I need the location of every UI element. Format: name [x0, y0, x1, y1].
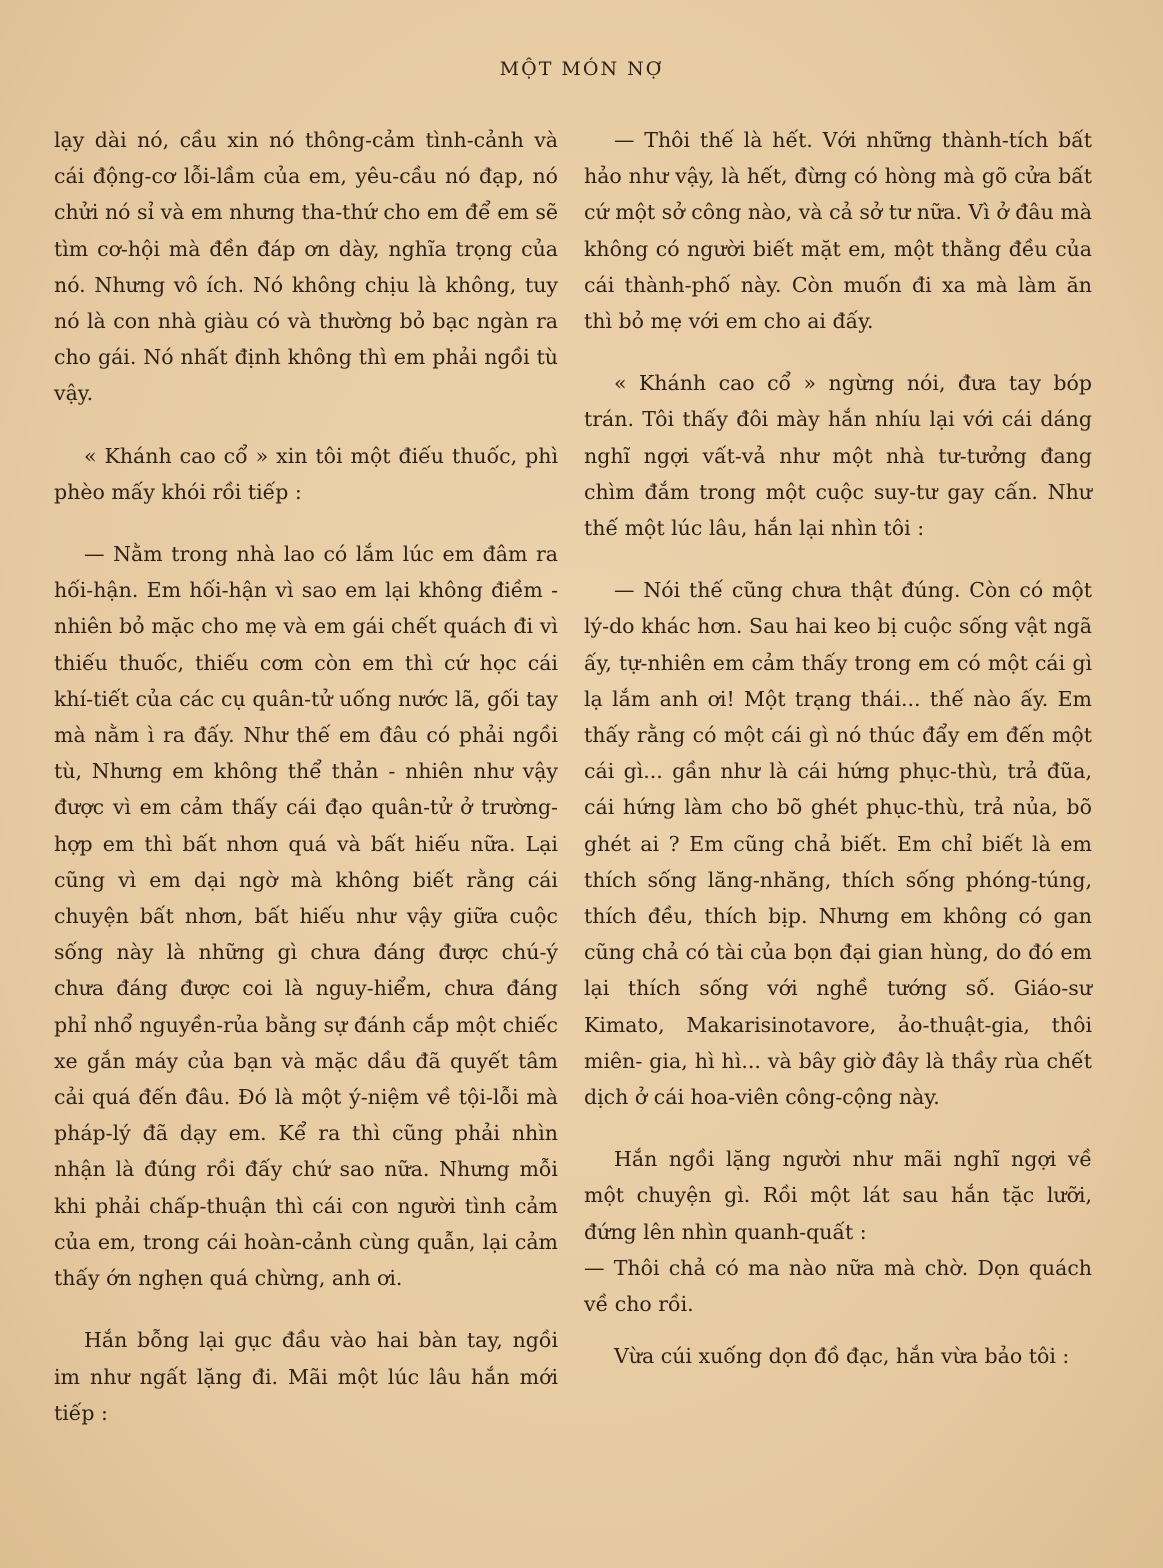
- right-column: [584, 122, 1092, 1375]
- paragraph: Vừa cúi xuống dọn đồ đạc, hắn vừa bảo tôi :: [614, 1344, 1070, 1369]
- paragraph: Hắn bỗng lại gục đầu vào hai bàn tay, ngồi im như ngất lặng đi. Mãi một lúc lâu hắn mới tiếp :: [54, 1328, 558, 1425]
- left-column: [54, 122, 558, 1431]
- paragraph: — Thôi chả có ma nào nữa mà chờ. Dọn quách về cho rồi.: [584, 1255, 1092, 1317]
- running-header: MỘT MÓN NỢ: [499, 58, 664, 80]
- paragraph: « Khánh cao cổ » xin tôi một điếu thuốc, phì phèo mấy khói rồi tiếp :: [54, 443, 558, 504]
- paragraph: — Nằm trong nhà lao có lắm lúc em đâm ra hối-hận. Em hối-hận vì sao em lại không điềm - nhiên bỏ mặc cho mẹ và em gái chết quách đi vì thiếu thuốc, thiếu cơm còn em thì cứ học cái khí-tiết của các cụ quân-tử uống nước lã, gối tay mà nằm ì ra đấy. Như thế em đâu có phải ngồi tù, Nhưng em không thể thản - nhiên như vậy được vì em cảm thấy cái đạo quân-tử ở trường-hợp em thì bất nhơn quá và bất hiếu nữa. Lại cũng vì em dại ngờ mà không biết rằng cái chuyện bất nhơn, bất hiếu như vậy giữa cuộc sống này là những gì chưa đáng được chú-ý chưa đáng được coi là nguy-hiểm, chưa đáng phỉ nhổ nguyền-rủa bằng sự đánh cắp một chiếc xe gắn máy của bạn và mặc dầu đã quyết tâm cải quá đến đâu. Đó là một ý-niệm về tội-lỗi mà pháp-lý đã dạy em. Kể ra thì cũng phải nhìn nhận là đúng rồi đấy chứ sao nữa. Nhưng mỗi khi phải chấp-thuận thì cái con người tình cảm của em, trong cái hoàn-cảnh cùng quẫn, lại cảm thấy ớn nghẹn quá chừng, anh ơi.: [54, 542, 558, 1291]
- paragraph: lạy dài nó, cầu xin nó thông-cảm tình-cảnh và cái động-cơ lỗi-lầm của em, yêu-cầu nó đạp, nó chửi nó sỉ và em nhưng tha-thứ cho em để em sẽ tìm cơ-hội mà đền đáp ơn dày, nghĩa trọng của nó. Nhưng vô ích. Nó không chịu là không, tuy nó là con nhà giàu có và thường bỏ bạc ngàn ra cho gái. Nó nhất định không thì em phải ngồi tù vậy.: [54, 128, 558, 406]
- paragraph: — Thôi thế là hết. Với những thành-tích bất hảo như vậy, là hết, đừng có hòng mà gõ cửa bất cứ một sở công nào, và cả sở tư nữa. Vì ở đâu mà không có người biết mặt em, một thằng đều của cái thành-phố này. Còn muốn đi xa mà làm ăn thì bỏ mẹ với em cho ai đấy.: [584, 128, 1092, 334]
- paragraph: Hắn ngồi lặng người như mãi nghĩ ngợi về một chuyện gì. Rồi một lát sau hắn tặc lưỡi, đứng lên nhìn quanh-quất :: [584, 1147, 1092, 1244]
- paragraph: — Nói thế cũng chưa thật đúng. Còn có một lý-do khác hơn. Sau hai keo bị cuộc sống vật ngã ấy, tự-nhiên em cảm thấy trong em có một cái gì lạ lắm anh ơi! Một trạng thái... thế nào ấy. Em thấy rằng có một cái gì nó thúc đẩy em đến một cái gì... gần như là cái hứng phục-thù, trả đũa, cái hứng làm cho bõ ghét phục-thù, trả nủa, bõ ghét ai ? Em cũng chả biết. Em chỉ biết là em thích sống lăng-nhăng, thích sống phóng-túng, thích đều, thích bịp. Nhưng em không có gan cũng chả có tài của bọn đại gian hùng, do đó em lại thích sống với nghề tướng số. Giáo-sư Kimato, Makarisinotavore, ảo-thuật-gia, thôi miên- gia, hì hì... và bây giờ đây là thầy rùa chết dịch ở cái hoa-viên công-cộng này.: [584, 578, 1092, 1110]
- paragraph: « Khánh cao cổ » ngừng nói, đưa tay bóp trán. Tôi thấy đôi mày hắn nhíu lại với cái dáng nghĩ ngợi vất-vả như một nhà tư-tưởng đang chìm đắm trong một cuộc suy-tư gay cấn. Như thế một lúc lâu, hắn lại nhìn tôi :: [584, 371, 1092, 541]
